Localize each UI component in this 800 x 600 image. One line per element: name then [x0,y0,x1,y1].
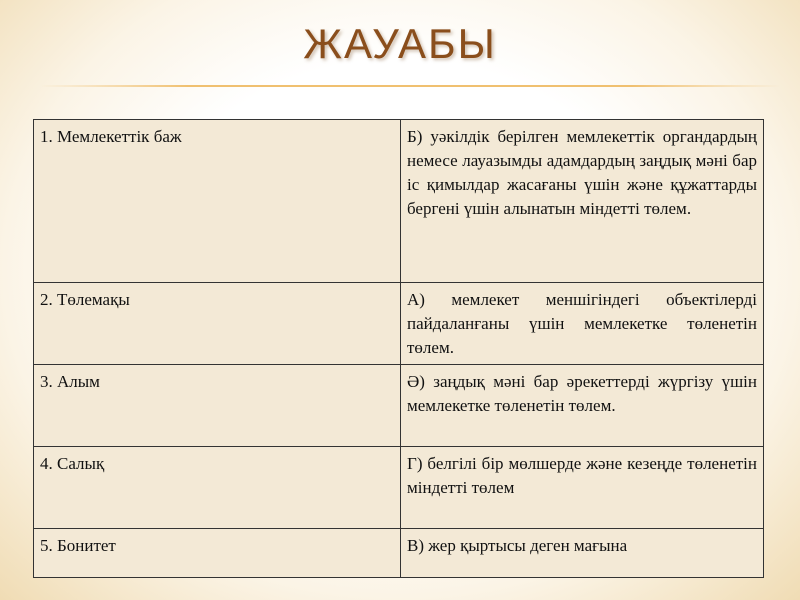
table-row [34,120,764,283]
definition-cell: Г) белгілі бір мөлшерде және кезеңде төленетін міндетті төлем [401,447,764,529]
term-cell: 5. Бонитет [34,529,401,578]
answers-table [33,119,764,578]
table-row [34,529,764,578]
term-cell: 1. Мемлекеттік баж [34,120,401,283]
definition-cell: Б) уәкілдік берілген мемлекеттік органдардың немесе лауазымды адамдардың заңдық мәні бар іс қимылдар жасағаны үшін және құжаттарды бергені үшін алынатын міндетті төлем. [401,120,764,283]
definition-cell: А) мемлекет меншігіндегі объектілерді пайдаланғаны үшін мемлекетке төленетін төлем. [401,283,764,365]
title-divider [40,85,780,87]
table-row [34,447,764,529]
definition-cell: Ә) заңдық мәні бар әрекеттерді жүргізу үшін мемлекетке төленетін төлем. [401,365,764,447]
term-cell: 2. Төлемақы [34,283,401,365]
slide-title: ЖАУАБЫ [303,20,497,67]
table-row [34,365,764,447]
definition-cell: В) жер қыртысы деген мағына [401,529,764,578]
term-cell: 4. Салық [34,447,401,529]
term-cell: 3. Алым [34,365,401,447]
table-row [34,283,764,365]
